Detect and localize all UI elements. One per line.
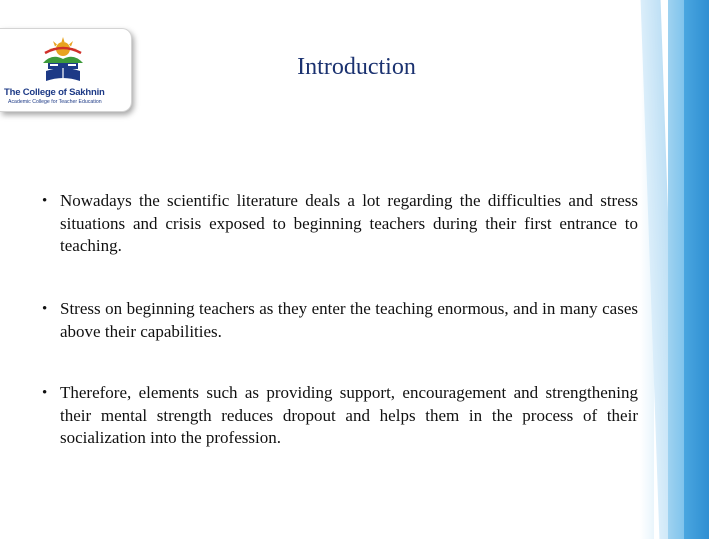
bullet-dot-icon: • xyxy=(42,301,48,317)
bullet-item xyxy=(42,382,638,450)
college-subtitle: Academic College for Teacher Education xyxy=(8,99,102,105)
bullet-dot-icon: • xyxy=(42,193,48,209)
college-name: The College of Sakhnin xyxy=(4,87,105,98)
bullet-item xyxy=(42,190,638,258)
slide-title-text: Introduction xyxy=(297,54,416,80)
slide-title xyxy=(0,54,709,81)
bullet-text: Stress on beginning teachers as they enter the teaching enormous, and in many cases above their capabilities. xyxy=(60,299,638,341)
bullet-text: Nowadays the scientific literature deals a lot regarding the difficulties and stress situations and crisis exposed to beginning teachers during their first entrance to teaching. xyxy=(60,191,638,255)
bullet-item xyxy=(42,298,638,343)
bullet-text: Therefore, elements such as providing support, encouragement and strengthening their mental strength reduces dropout and helps them in the process of their socialization into the profession. xyxy=(60,383,638,447)
bullet-dot-icon: • xyxy=(42,385,48,401)
